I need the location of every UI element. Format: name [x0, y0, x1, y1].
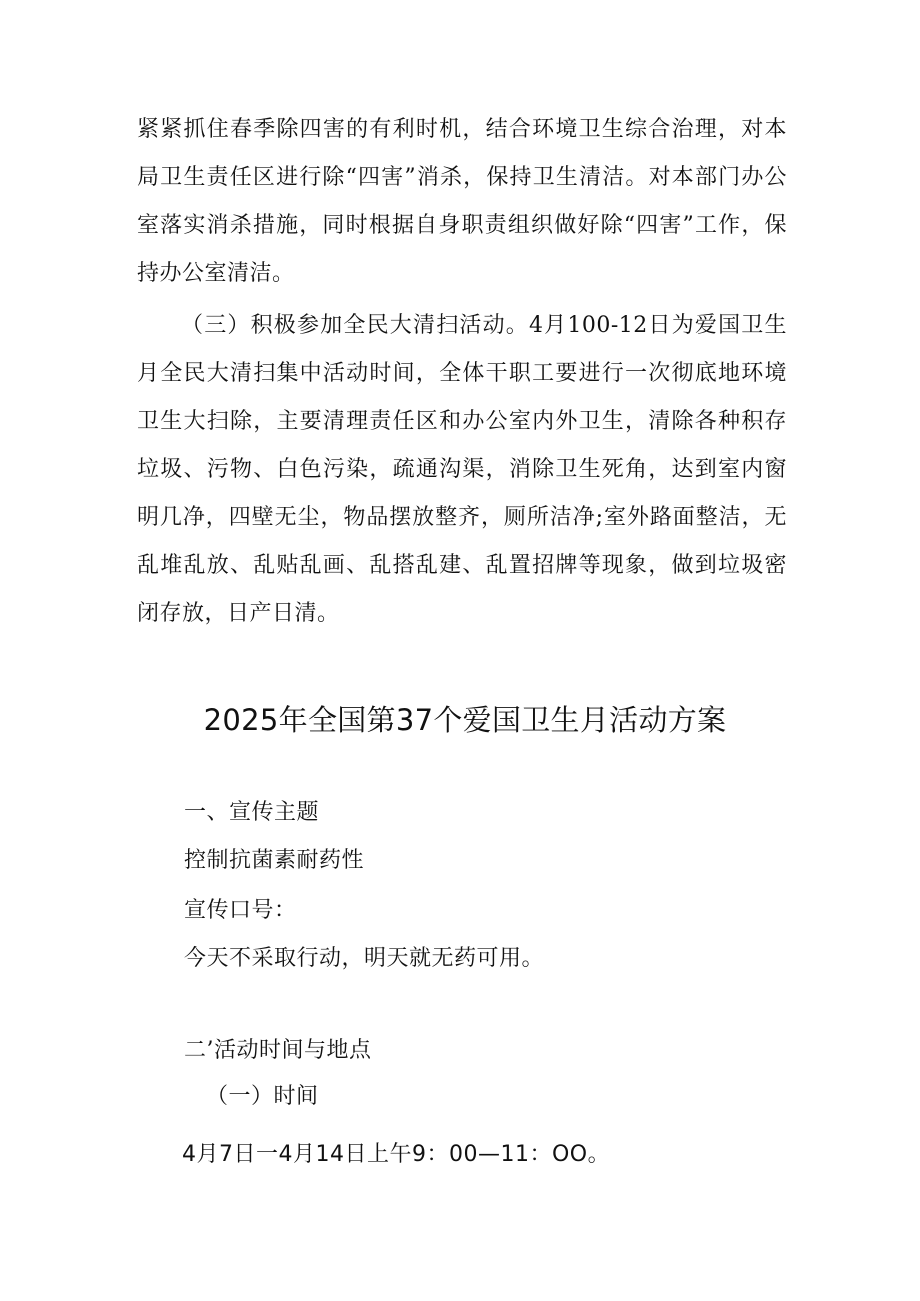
- subsection-heading-time: （一）时间: [206, 1084, 319, 1109]
- slogan-text: 今天不采取行动，明天就无药可用。: [184, 946, 545, 971]
- section-heading-theme: 一、宣传主题: [184, 800, 320, 825]
- document-title: 2025年全国第37个爱国卫生月活动方案: [203, 703, 727, 737]
- theme-text: 控制抗菌素耐药性: [184, 848, 365, 873]
- paragraph-cleanup-campaign: （三）积极参加全民大清扫活动。4月100-12日为爱国卫生月全民大清扫集中活动时间，全体干职工要进行一次彻底地环境卫生大扫除，主要清理责任区和办公室内外卫生，清除各种积存垃圾、污物、白色污染，疏通沟渠，消除卫生死角，达到室内窗明几净，四壁无尘，物品摆放整齐，厕所洁净;室外路面整洁，无乱堆乱放、乱贴乱画、乱搭乱建、乱置招牌等现象，做到垃圾密闭存放，日产日清。: [137, 313, 787, 626]
- section-heading-time-place: 二’活动时间与地点: [184, 1038, 372, 1063]
- time-text: 4月7日一4月14日上午9：00—11：OO。: [182, 1142, 611, 1167]
- paragraph-eliminate-pests: 紧紧抓住春季除四害的有利时机，结合环境卫生综合治理，对本局卫生责任区进行除“四害”消杀，保持卫生清洁。对本部门办公室落实消杀措施，同时根据自身职责组织做好除“四害”工作，保持办公室清洁。: [137, 117, 787, 286]
- slogan-label: 宣传口号：: [184, 898, 297, 923]
